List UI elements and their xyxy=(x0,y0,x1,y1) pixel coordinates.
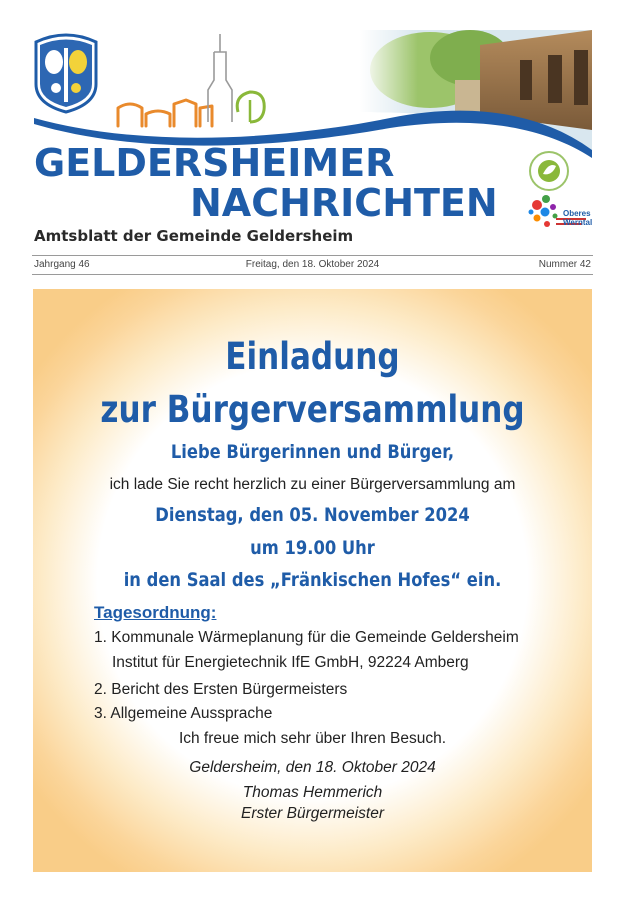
volume-label: Jahrgang 46 xyxy=(34,259,90,270)
coat-of-arms-icon xyxy=(36,35,96,112)
meeting-location: in den Saal des „Fränkischen Hofes“ ein. xyxy=(123,569,502,591)
place-date: Geldersheim, den 18. Oktober 2024 xyxy=(189,759,436,776)
agenda-item: 1. Kommunale Wärmeplanung für die Gemeinde Geldersheim xyxy=(94,629,519,646)
newspaper-title-line2: NACHRICHTEN xyxy=(190,181,498,225)
agenda-item: 3. Allgemeine Aussprache xyxy=(94,705,273,722)
oberes-werntal-line1: Oberes xyxy=(563,209,591,218)
issue-number: Nummer 42 xyxy=(538,259,591,270)
agenda-item: 2. Bericht des Ersten Bürgermeisters xyxy=(94,681,348,698)
intro-text: ich lade Sie recht herzlich zu einer Bürgerversammlung am xyxy=(109,476,516,493)
issue-date: Freitag, den 18. Oktober 2024 xyxy=(245,259,380,270)
issue-info-bar xyxy=(32,255,593,275)
greeting: Liebe Bürgerinnen und Bürger, xyxy=(170,441,455,463)
oberes-werntal-label xyxy=(563,209,592,227)
invitation-heading-line1: Einladung xyxy=(225,335,400,378)
signer-role: Erster Bürgermeister xyxy=(241,805,384,822)
agenda-item-detail: Institut für Energietechnik IfE GmbH, 92224 Amberg xyxy=(112,654,469,671)
meeting-time: um 19.00 Uhr xyxy=(250,537,375,559)
skyline-graphic xyxy=(118,100,212,126)
meeting-date: Dienstag, den 05. November 2024 xyxy=(155,504,470,526)
tree-graphic xyxy=(237,92,264,122)
oberes-werntal-line2: Werntal xyxy=(563,218,593,227)
invitation-heading-line2: zur Bürgerversammlung xyxy=(100,388,525,431)
closing-text: Ich freue mich sehr über Ihren Besuch. xyxy=(178,730,447,747)
newspaper-title-line1: GELDERSHEIMER xyxy=(34,141,395,185)
masthead xyxy=(0,0,625,250)
invitation-panel xyxy=(33,289,592,872)
signer-name: Thomas Hemmerich xyxy=(242,784,383,801)
newspaper-subtitle: Amtsblatt der Gemeinde Geldersheim xyxy=(34,227,354,245)
agenda-heading: Tagesordnung: xyxy=(94,603,217,622)
sustainability-badge-icon xyxy=(530,152,568,190)
